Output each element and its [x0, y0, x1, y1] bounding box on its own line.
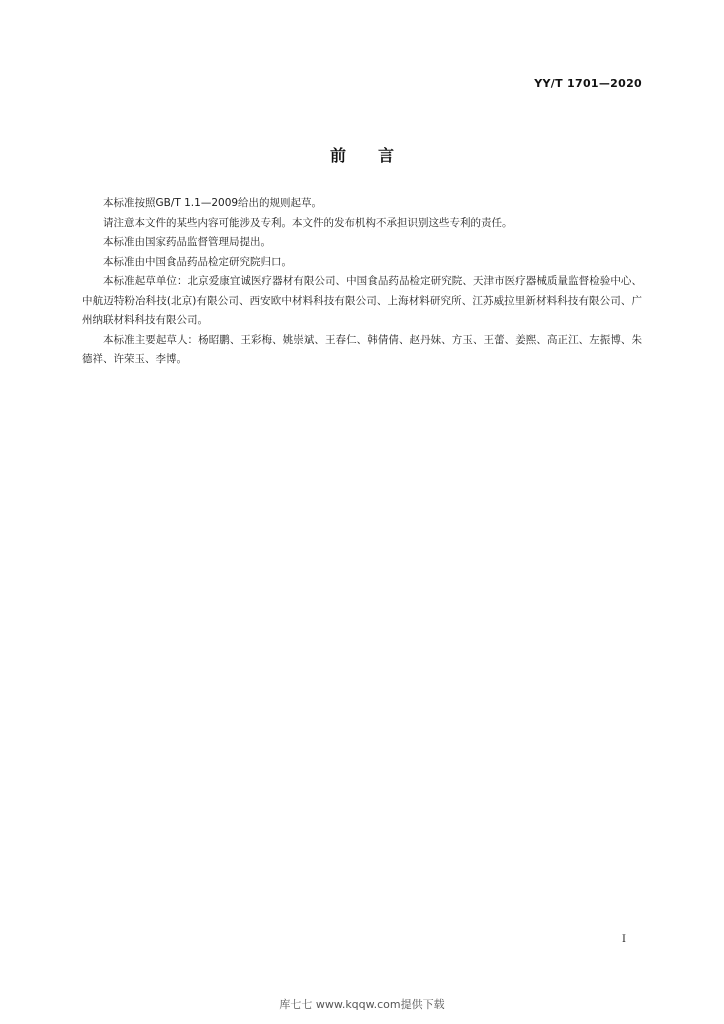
paragraph-centralized-by: 本标准由中国食品药品检定研究院归口。 [103, 255, 292, 268]
paragraph-proposer: 本标准由国家药品监督管理局提出。 [103, 236, 271, 248]
download-watermark: 库七七 www.kqqw.com提供下载 [279, 998, 445, 1011]
paragraph-patent-notice: 请注意本文件的某些内容可能涉及专利。本文件的发布机构不承担识别这些专利的责任。 [103, 216, 513, 229]
body-text [82, 194, 642, 370]
page-title: 前言 [329, 146, 426, 165]
page-number: I [622, 934, 626, 945]
standard-code: YY/T 1701—2020 [534, 77, 642, 90]
paragraph-drafting-units: 本标准起草单位：北京爱康宜诚医疗器材有限公司、中国食品药品检定研究院、天津市医疗器械质量监督检验中心、中航迈特粉冶科技(北京)有限公司、西安欧中材料科技有限公司、上海材料研究所、江苏威拉里新材料科技有限公司、广州纳联材料科技有限公司。 [82, 275, 642, 326]
paragraph-drafting-rules: 本标准按照GB/T 1.1—2009给出的规则起草。 [103, 197, 323, 209]
paragraph-drafters: 本标准主要起草人：杨昭鹏、王彩梅、姚崇斌、王春仁、韩倩倩、赵丹妹、方玉、王蕾、姜熙、高正江、左振博、朱德祥、许荣玉、李博。 [82, 333, 642, 365]
